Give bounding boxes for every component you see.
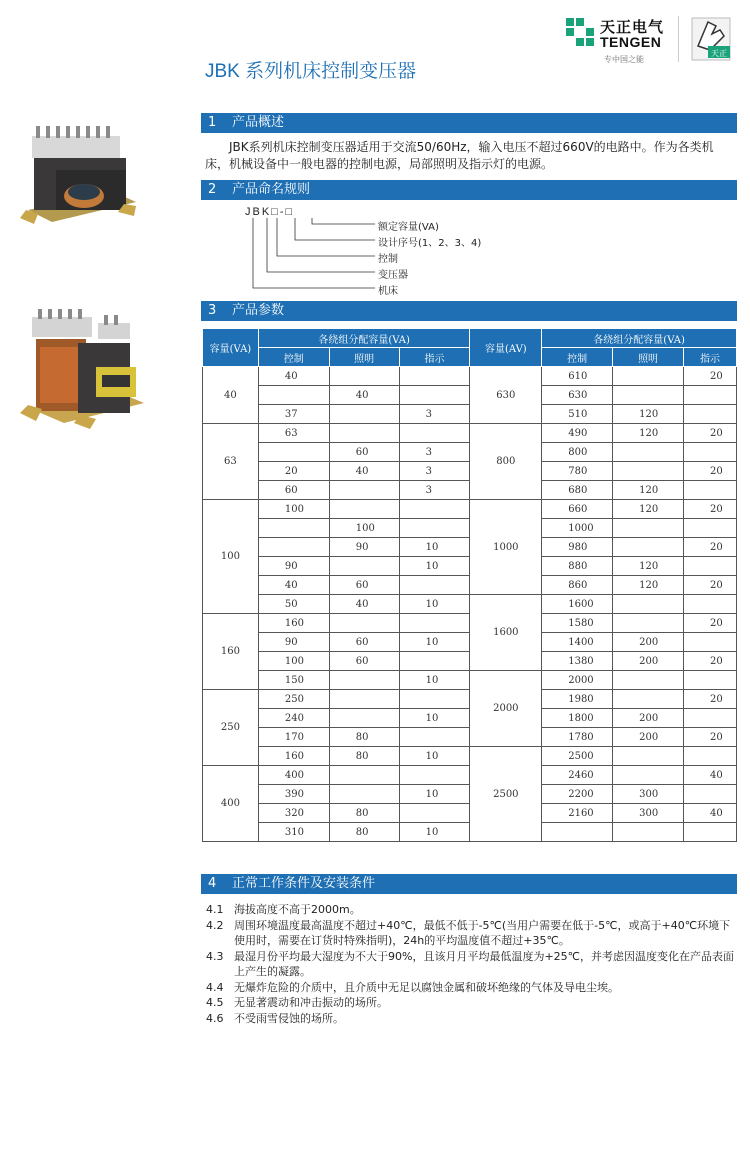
condition-number: 4.3 <box>206 949 224 963</box>
value-cell: 100 <box>258 652 329 671</box>
table-row <box>203 595 737 614</box>
value-cell: 1800 <box>542 709 613 728</box>
condition-item <box>206 995 736 1011</box>
value-cell: 100 <box>329 519 399 538</box>
value-cell: 20 <box>684 728 737 747</box>
capacity-cell: 1000 <box>470 500 542 595</box>
value-cell: 63 <box>258 424 329 443</box>
value-cell <box>613 747 684 766</box>
parameter-table-body <box>203 367 737 842</box>
naming-label-transformer: 变压器 <box>378 270 408 281</box>
value-cell: 160 <box>258 614 329 633</box>
value-cell <box>613 386 684 405</box>
header-control: 控制 <box>542 348 613 367</box>
section-title: 产品命名规则 <box>232 182 311 197</box>
capacity-cell: 40 <box>203 367 259 424</box>
table-row <box>203 443 737 462</box>
value-cell: 40 <box>258 367 329 386</box>
value-cell <box>684 557 737 576</box>
value-cell: 10 <box>399 785 470 804</box>
value-cell: 980 <box>542 538 613 557</box>
value-cell <box>329 614 399 633</box>
value-cell: 10 <box>399 709 470 728</box>
value-cell <box>613 614 684 633</box>
condition-item <box>206 949 736 980</box>
value-cell <box>613 766 684 785</box>
value-cell: 20 <box>684 424 737 443</box>
table-row <box>203 804 737 823</box>
section-number: 3 <box>208 303 217 318</box>
value-cell: 20 <box>684 614 737 633</box>
value-cell: 120 <box>613 500 684 519</box>
value-cell: 200 <box>613 728 684 747</box>
value-cell <box>258 538 329 557</box>
logo-divider <box>678 16 679 62</box>
section-number: 2 <box>208 182 217 197</box>
condition-text: 不受雨雪侵蚀的场所。 <box>234 1011 344 1025</box>
value-cell: 10 <box>399 557 470 576</box>
value-cell: 10 <box>399 538 470 557</box>
table-row <box>203 557 737 576</box>
value-cell: 20 <box>684 652 737 671</box>
value-cell <box>329 766 399 785</box>
value-cell <box>613 690 684 709</box>
value-cell: 40 <box>258 576 329 595</box>
table-row <box>203 462 737 481</box>
value-cell <box>329 500 399 519</box>
value-cell <box>684 785 737 804</box>
capacity-cell: 630 <box>470 367 542 424</box>
section-params-header <box>201 301 737 321</box>
value-cell: 660 <box>542 500 613 519</box>
value-cell <box>684 633 737 652</box>
table-row <box>203 576 737 595</box>
value-cell: 2500 <box>542 747 613 766</box>
value-cell <box>399 576 470 595</box>
value-cell <box>329 405 399 424</box>
value-cell: 1580 <box>542 614 613 633</box>
naming-label-capacity: 额定容量(VA) <box>378 222 439 233</box>
value-cell <box>684 519 737 538</box>
header-capacity-right: 容量(AV) <box>470 329 542 367</box>
value-cell: 160 <box>258 747 329 766</box>
value-cell: 80 <box>329 728 399 747</box>
capacity-cell: 2000 <box>470 671 542 747</box>
value-cell: 300 <box>613 785 684 804</box>
value-cell: 90 <box>258 557 329 576</box>
value-cell: 120 <box>613 576 684 595</box>
value-cell <box>613 443 684 462</box>
condition-item <box>206 1011 736 1027</box>
value-cell <box>684 671 737 690</box>
table-row <box>203 519 737 538</box>
value-cell: 1380 <box>542 652 613 671</box>
value-cell: 80 <box>329 804 399 823</box>
value-cell: 2460 <box>542 766 613 785</box>
brand-slogan: 专中国之能 <box>604 55 644 64</box>
value-cell <box>399 766 470 785</box>
section-number: 4 <box>208 876 217 891</box>
value-cell <box>329 557 399 576</box>
value-cell: 10 <box>399 595 470 614</box>
naming-lines <box>245 206 385 298</box>
value-cell: 860 <box>542 576 613 595</box>
value-cell: 50 <box>258 595 329 614</box>
value-cell <box>329 481 399 500</box>
value-cell: 2200 <box>542 785 613 804</box>
value-cell <box>329 671 399 690</box>
table-row <box>203 405 737 424</box>
condition-item <box>206 902 736 918</box>
value-cell <box>258 386 329 405</box>
section-title: 产品参数 <box>232 303 285 318</box>
brand-logo <box>566 14 746 66</box>
condition-item <box>206 980 736 996</box>
brand-name-en: TENGEN <box>600 34 662 50</box>
value-cell: 10 <box>399 671 470 690</box>
capacity-cell: 800 <box>470 424 542 500</box>
value-cell <box>399 728 470 747</box>
condition-text: 无爆炸危险的介质中，且介质中无足以腐蚀金属和破坏绝缘的气体及导电尘埃。 <box>234 980 619 994</box>
value-cell: 1400 <box>542 633 613 652</box>
value-cell: 2000 <box>542 671 613 690</box>
table-row <box>203 709 737 728</box>
value-cell: 2160 <box>542 804 613 823</box>
value-cell <box>258 443 329 462</box>
condition-number: 4.6 <box>206 1011 224 1025</box>
value-cell <box>329 709 399 728</box>
page-title: JBK 系列机床控制变压器 <box>205 61 417 82</box>
value-cell: 120 <box>613 481 684 500</box>
transformer-image-2 <box>18 303 148 435</box>
naming-label-control: 控制 <box>378 254 398 265</box>
condition-number: 4.4 <box>206 980 224 994</box>
badge-text: 天正 <box>711 49 727 58</box>
value-cell: 20 <box>684 576 737 595</box>
header-alloc-right: 各绕组分配容量(VA) <box>542 329 737 348</box>
value-cell: 400 <box>258 766 329 785</box>
value-cell: 37 <box>258 405 329 424</box>
header-lighting: 照明 <box>613 348 684 367</box>
header-control: 控制 <box>258 348 329 367</box>
value-cell: 1000 <box>542 519 613 538</box>
section-conditions-header <box>201 874 737 894</box>
capacity-cell: 160 <box>203 614 259 690</box>
header-alloc-left: 各绕组分配容量(VA) <box>258 329 470 348</box>
value-cell: 90 <box>329 538 399 557</box>
value-cell: 20 <box>684 538 737 557</box>
naming-label-machine: 机床 <box>378 286 398 297</box>
table-row <box>203 633 737 652</box>
tengen-logo-icon <box>566 18 596 48</box>
value-cell: 3 <box>399 481 470 500</box>
value-cell: 10 <box>399 633 470 652</box>
table-row <box>203 747 737 766</box>
value-cell: 20 <box>258 462 329 481</box>
value-cell <box>399 652 470 671</box>
value-cell: 780 <box>542 462 613 481</box>
value-cell: 310 <box>258 823 329 842</box>
value-cell <box>542 823 613 842</box>
model-code: JBK□-□ <box>245 206 295 218</box>
value-cell <box>684 443 737 462</box>
value-cell: 120 <box>613 424 684 443</box>
section-overview-header <box>201 113 737 133</box>
value-cell: 60 <box>329 633 399 652</box>
table-row <box>203 386 737 405</box>
value-cell: 200 <box>613 709 684 728</box>
header-lighting: 照明 <box>329 348 399 367</box>
value-cell: 200 <box>613 633 684 652</box>
table-row <box>203 785 737 804</box>
brand-name-cn: 天正电气 <box>600 18 665 36</box>
naming-diagram <box>245 206 545 298</box>
value-cell <box>329 690 399 709</box>
value-cell: 20 <box>684 690 737 709</box>
condition-text: 无显著震动和冲击振动的场所。 <box>234 996 388 1009</box>
value-cell: 20 <box>684 367 737 386</box>
section-title: 产品概述 <box>232 115 285 130</box>
value-cell: 40 <box>329 595 399 614</box>
value-cell: 240 <box>258 709 329 728</box>
table-row <box>203 481 737 500</box>
condition-number: 4.5 <box>206 996 224 1009</box>
value-cell <box>684 386 737 405</box>
table-row <box>203 671 737 690</box>
value-cell: 80 <box>329 747 399 766</box>
section-naming-header <box>201 180 737 200</box>
value-cell <box>399 804 470 823</box>
capacity-cell: 2500 <box>470 747 542 842</box>
value-cell: 680 <box>542 481 613 500</box>
value-cell <box>684 595 737 614</box>
naming-label-design-no: 设计序号(1、2、3、4) <box>378 238 482 249</box>
table-row <box>203 652 737 671</box>
value-cell: 170 <box>258 728 329 747</box>
value-cell: 630 <box>542 386 613 405</box>
value-cell <box>613 823 684 842</box>
table-row <box>203 424 737 443</box>
capacity-cell: 1600 <box>470 595 542 671</box>
value-cell <box>613 538 684 557</box>
table-row <box>203 766 737 785</box>
value-cell: 490 <box>542 424 613 443</box>
value-cell: 3 <box>399 405 470 424</box>
value-cell: 40 <box>684 804 737 823</box>
value-cell: 150 <box>258 671 329 690</box>
capacity-cell: 100 <box>203 500 259 614</box>
value-cell: 60 <box>258 481 329 500</box>
value-cell: 390 <box>258 785 329 804</box>
header-indicator: 指示 <box>399 348 470 367</box>
value-cell: 880 <box>542 557 613 576</box>
value-cell <box>613 519 684 538</box>
value-cell <box>329 367 399 386</box>
table-row <box>203 538 737 557</box>
value-cell: 10 <box>399 747 470 766</box>
capacity-cell: 400 <box>203 766 259 842</box>
condition-item <box>206 918 736 949</box>
value-cell: 40 <box>684 766 737 785</box>
value-cell <box>329 424 399 443</box>
capacity-cell: 250 <box>203 690 259 766</box>
table-row <box>203 728 737 747</box>
value-cell <box>399 614 470 633</box>
value-cell: 90 <box>258 633 329 652</box>
value-cell: 800 <box>542 443 613 462</box>
value-cell: 60 <box>329 443 399 462</box>
value-cell: 40 <box>329 386 399 405</box>
value-cell: 200 <box>613 652 684 671</box>
value-cell <box>613 671 684 690</box>
value-cell: 320 <box>258 804 329 823</box>
value-cell <box>329 785 399 804</box>
parameter-table <box>202 328 737 842</box>
value-cell: 20 <box>684 462 737 481</box>
condition-text: 海拔高度不高于2000m。 <box>234 903 361 916</box>
value-cell <box>399 386 470 405</box>
value-cell <box>684 709 737 728</box>
value-cell: 20 <box>684 500 737 519</box>
conditions-list <box>206 902 736 1026</box>
value-cell <box>684 747 737 766</box>
value-cell: 40 <box>329 462 399 481</box>
transformer-image-1 <box>18 118 138 230</box>
section-number: 1 <box>208 115 217 130</box>
value-cell <box>613 595 684 614</box>
value-cell: 250 <box>258 690 329 709</box>
value-cell: 60 <box>329 576 399 595</box>
value-cell <box>399 690 470 709</box>
capacity-cell: 63 <box>203 424 259 500</box>
section-title: 正常工作条件及安装条件 <box>232 876 376 891</box>
value-cell: 3 <box>399 443 470 462</box>
value-cell: 3 <box>399 462 470 481</box>
overview-text: JBK系列机床控制变压器适用于交流50/60Hz，输入电压不超过660V的电路中。作为各类机床，机械设备中一般电器的控制电源，局部照明及指示灯的电源。 <box>205 140 714 171</box>
value-cell <box>399 367 470 386</box>
value-cell <box>399 424 470 443</box>
brand-badge-icon <box>690 16 732 62</box>
value-cell <box>684 823 737 842</box>
value-cell: 1780 <box>542 728 613 747</box>
table-row <box>203 614 737 633</box>
value-cell <box>684 405 737 424</box>
condition-text: 周围环境温度最高温度不超过+40℃，最低不低于-5℃(当用户需要在低于-5℃，或高于+40℃环境下使用时，需要在订货时特殊指明)，24h的平均温度值不超过+35℃。 <box>234 918 731 947</box>
value-cell <box>684 481 737 500</box>
table-row <box>203 690 737 709</box>
table-row <box>203 500 737 519</box>
value-cell: 300 <box>613 804 684 823</box>
header-capacity-left: 容量(VA) <box>203 329 259 367</box>
value-cell: 120 <box>613 557 684 576</box>
table-row <box>203 823 737 842</box>
value-cell: 80 <box>329 823 399 842</box>
header-indicator: 指示 <box>684 348 737 367</box>
value-cell <box>613 462 684 481</box>
value-cell <box>613 367 684 386</box>
value-cell: 100 <box>258 500 329 519</box>
condition-number: 4.2 <box>206 918 224 932</box>
value-cell: 510 <box>542 405 613 424</box>
value-cell: 610 <box>542 367 613 386</box>
value-cell <box>258 519 329 538</box>
value-cell: 10 <box>399 823 470 842</box>
condition-text: 最湿月份平均最大湿度为不大于90%，且该月月平均最低温度为+25℃，并考虑因温度变化在产品表面上产生的凝露。 <box>234 949 735 978</box>
value-cell: 1600 <box>542 595 613 614</box>
condition-number: 4.1 <box>206 903 224 916</box>
value-cell <box>399 519 470 538</box>
table-row <box>203 367 737 386</box>
value-cell: 120 <box>613 405 684 424</box>
value-cell: 60 <box>329 652 399 671</box>
value-cell: 1980 <box>542 690 613 709</box>
value-cell <box>399 500 470 519</box>
